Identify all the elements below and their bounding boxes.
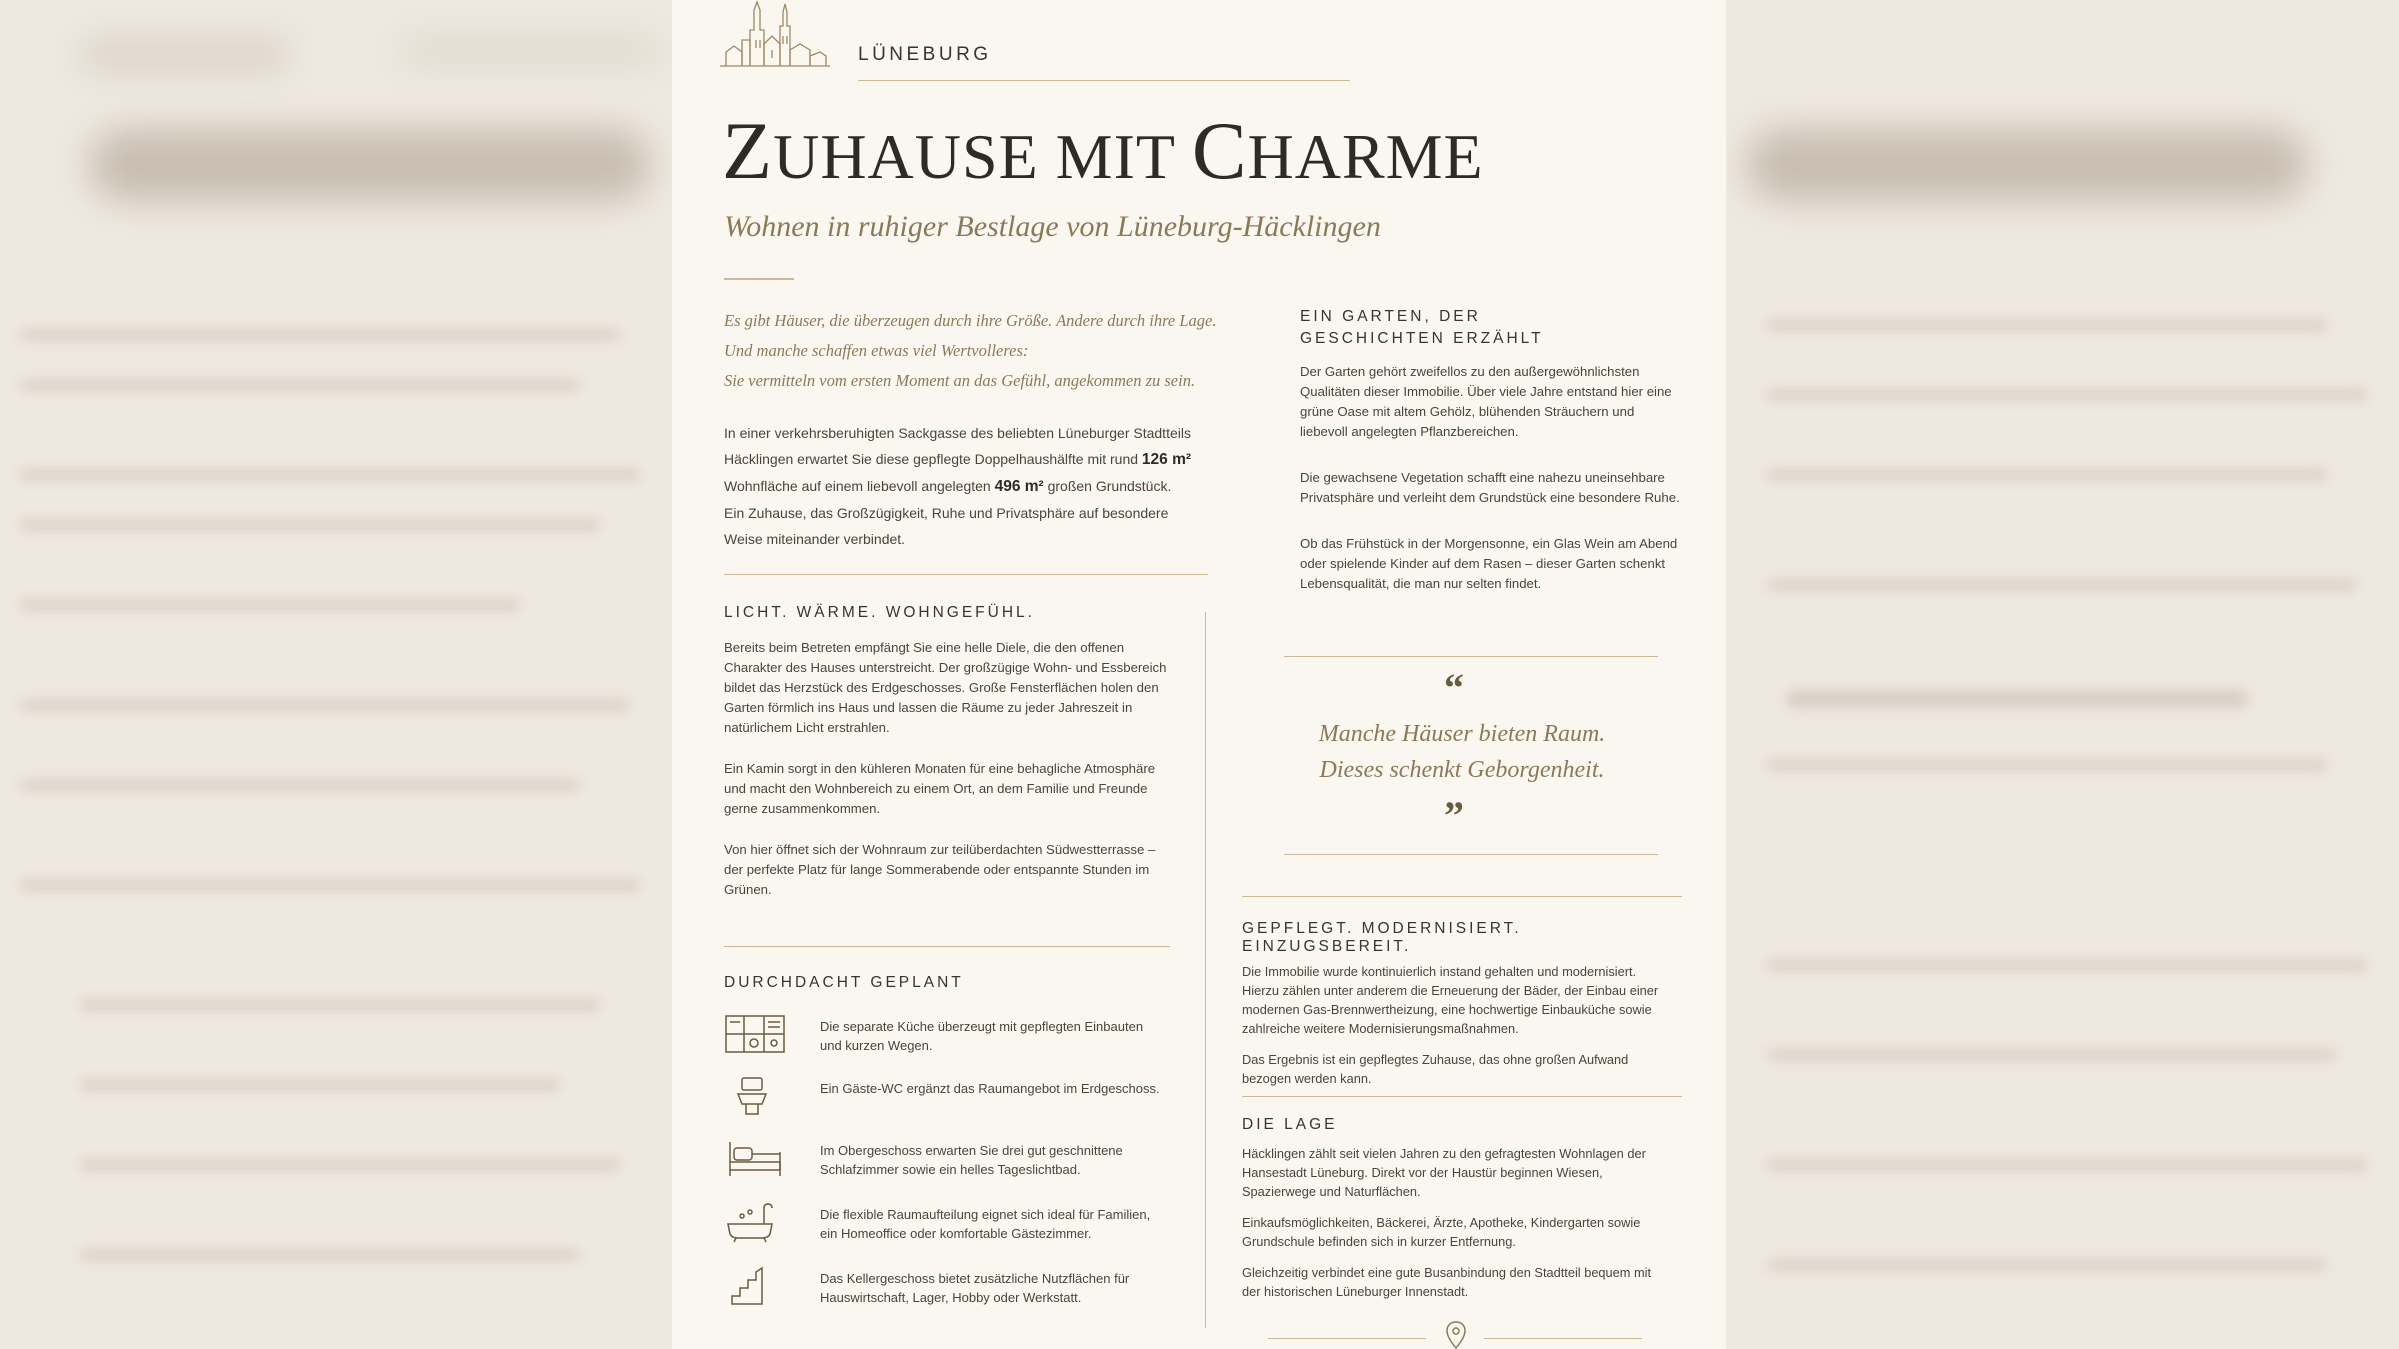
feature-text: Die separate Küche überzeugt mit gepflegten Einbauten und kurzen Wegen. bbox=[820, 1019, 1144, 1053]
section-paragraph: Das Ergebnis ist ein gepflegtes Zuhause, das ohne großen Aufwand bezogen werden kann. bbox=[1242, 1052, 1629, 1086]
section-gepflegt bbox=[1242, 920, 1672, 1109]
pull-quote bbox=[1312, 716, 1612, 788]
quote-rule-top bbox=[1284, 656, 1658, 657]
section-paragraph: Einkaufsmöglichkeiten, Bäckerei, Ärzte, Apotheke, Kindergarten sowie Grundschule befinden sich in kurzer Entfernung. bbox=[1242, 1215, 1641, 1249]
stairs-icon bbox=[724, 1266, 786, 1308]
plot-area-value: 496 m² bbox=[994, 478, 1044, 495]
section-paragraph: Die Immobilie wurde kontinuierlich instand gehalten und modernisiert. Hierzu zählen unter anderem die Erneuerung der Bäder, der Einbau einer modernen Gas-Brennwertheizung, eine hochwertige Einbauküche sowie zahlreiche weitere Modernisierungsmaßnahmen. bbox=[1242, 964, 1659, 1036]
section-paragraph: Gleichzeitig verbindet eine gute Busanbindung den Stadtteil bequem mit der historischen Lüneburger Innenstadt. bbox=[1242, 1265, 1652, 1299]
lead-line: In einer verkehrsberuhigten Sackgasse des beliebten Lüneburger Stadtteils bbox=[724, 425, 1191, 441]
section-paragraph: Die gewachsene Vegetation schafft eine nahezu uneinsehbare Privatsphäre und verleiht dem Grundstück eine besondere Ruhe. bbox=[1300, 470, 1680, 505]
title-rest-2: HARME bbox=[1247, 121, 1484, 192]
feature-item bbox=[724, 1014, 1174, 1062]
section-heading: DIE LAGE bbox=[1242, 1116, 1338, 1133]
bathtub-icon bbox=[724, 1202, 786, 1244]
section-paragraph: Ein Kamin sorgt in den kühleren Monaten für eine behagliche Atmosphäre und macht den Wohnbereich zu einem Ort, an dem Familie und Freunde gerne zusammenkommen. bbox=[724, 761, 1156, 816]
section-paragraph: Häcklingen zählt seit vielen Jahren zu den gefragtesten Wohnlagen der Hansestadt Lüneburg. Direkt vor der Haustür beginnen Wiesen, Spazierwege und Naturflächen. bbox=[1242, 1146, 1646, 1199]
column-divider bbox=[1205, 612, 1206, 1328]
section-paragraph: Von hier öffnet sich der Wohnraum zur teilüberdachten Südwestterrasse – der perfekte Platz für lange Sommerabende oder entspannte Stunden im Grünen. bbox=[724, 842, 1156, 897]
divider bbox=[724, 574, 1208, 575]
lead-line bbox=[724, 446, 1244, 473]
expose-page bbox=[672, 0, 1726, 1349]
blurred-background-right bbox=[1727, 0, 2399, 1349]
feature-item bbox=[724, 1202, 1174, 1250]
page-subtitle: Wohnen in ruhiger Bestlage von Lüneburg-Häcklingen bbox=[724, 210, 1381, 243]
kitchen-icon bbox=[724, 1014, 786, 1056]
section-paragraph: Ob das Frühstück in der Morgensonne, ein Glas Wein am Abend oder spielende Kinder auf dem Rasen – dieser Garten schenkt Lebensqualität, die man nur selten findet. bbox=[1300, 536, 1678, 591]
quote-open-mark: “ bbox=[1444, 665, 1464, 710]
toilet-icon bbox=[724, 1076, 786, 1118]
lead-text: Wohnfläche auf einem liebevoll angelegten bbox=[724, 478, 995, 494]
feature-text: Ein Gäste-WC ergänzt das Raumangebot im Erdgeschoss. bbox=[820, 1081, 1160, 1096]
quote-close-mark: ” bbox=[1444, 793, 1464, 838]
lead-line bbox=[724, 473, 1244, 500]
section-heading: GEPFLEGT. MODERNISIERT. EINZUGSBEREIT. bbox=[1242, 920, 1522, 955]
feature-item bbox=[724, 1266, 1174, 1314]
city-label: LÜNEBURG bbox=[858, 44, 992, 65]
church-skyline-icon bbox=[716, 0, 834, 72]
divider bbox=[724, 946, 1170, 947]
section-heading: LICHT. WÄRME. WOHNGEFÜHL. bbox=[724, 604, 1035, 621]
intro-line: Und manche schaffen etwas viel Wertvolleres: bbox=[724, 341, 1029, 360]
feature-item bbox=[724, 1076, 1174, 1124]
section-heading: GESCHICHTEN ERZÄHLT bbox=[1300, 330, 1544, 347]
feature-text: Das Kellergeschoss bietet zusätzliche Nutzflächen für Hauswirtschaft, Lager, Hobby oder Werkstatt. bbox=[820, 1271, 1130, 1305]
title-initial-2: C bbox=[1191, 105, 1248, 196]
lead-text: großen Grundstück. bbox=[1043, 478, 1172, 494]
intro-text bbox=[724, 306, 1284, 396]
feature-text: Die flexible Raumaufteilung eignet sich ideal für Familien, ein Homeoffice oder komfortable Gästezimmer. bbox=[820, 1207, 1151, 1241]
intro-line: Es gibt Häuser, die überzeugen durch ihre Größe. Andere durch ihre Lage. bbox=[724, 311, 1217, 330]
section-heading: EIN GARTEN, DER bbox=[1300, 308, 1481, 325]
intro-line: Sie vermitteln vom ersten Moment an das Gefühl, angekommen zu sein. bbox=[724, 371, 1196, 390]
section-paragraph: Bereits beim Betreten empfängt Sie eine helle Diele, die den offenen Charakter des Hauses unterstreicht. Der großzügige Wohn- und Essbereich bildet das Herzstück des Erdgeschosses. Große Fensterflächen holen den Garten förmlich ins Haus und lassen die Räume zu jeder Jahreszeit in natürlichem Licht erstrahlen. bbox=[724, 640, 1167, 735]
blurred-background-left bbox=[0, 0, 672, 1349]
lead-paragraph bbox=[724, 420, 1244, 552]
title-initial-1: Z bbox=[722, 105, 774, 196]
divider bbox=[1242, 1096, 1682, 1097]
bed-icon bbox=[724, 1138, 786, 1180]
section-heading: DURCHDACHT GEPLANT bbox=[724, 974, 964, 991]
page-title bbox=[722, 104, 1484, 198]
quote-rule-bottom bbox=[1284, 854, 1658, 855]
header-rule bbox=[858, 80, 1350, 81]
feature-item bbox=[724, 1138, 1174, 1186]
lead-text: Häcklingen erwartet Sie diese gepflegte Doppelhaushälfte mit rund bbox=[724, 451, 1142, 467]
lead-line: Weise miteinander verbindet. bbox=[724, 531, 906, 547]
feature-text: Im Obergeschoss erwarten Sie drei gut geschnittene Schlafzimmer sowie ein helles Tageslichtbad. bbox=[820, 1143, 1123, 1177]
footer-rule-right bbox=[1484, 1338, 1642, 1339]
section-garten bbox=[1300, 308, 1680, 615]
divider bbox=[1242, 896, 1682, 897]
living-area-value: 126 m² bbox=[1141, 451, 1192, 468]
quote-line: Dieses schenkt Geborgenheit. bbox=[1319, 757, 1605, 783]
subtitle-accent-rule bbox=[724, 278, 794, 280]
section-paragraph: Der Garten gehört zweifellos zu den außergewöhnlichsten Qualitäten dieser Immobilie. Über viele Jahre entstand hier eine grüne Oase mit altem Gehölz, blühenden Sträuchern und liebevoll angelegten Pflanzbereichen. bbox=[1300, 364, 1672, 439]
footer-rule-left bbox=[1268, 1338, 1426, 1339]
section-lage bbox=[1242, 1116, 1672, 1322]
quote-line: Manche Häuser bieten Raum. bbox=[1318, 721, 1606, 747]
lead-line: Ein Zuhause, das Großzügigkeit, Ruhe und Privatsphäre auf besondere bbox=[724, 505, 1169, 521]
location-pin-icon bbox=[1444, 1320, 1468, 1349]
title-rest-1: UHAUSE MIT bbox=[773, 121, 1192, 192]
section-licht bbox=[724, 604, 1174, 921]
